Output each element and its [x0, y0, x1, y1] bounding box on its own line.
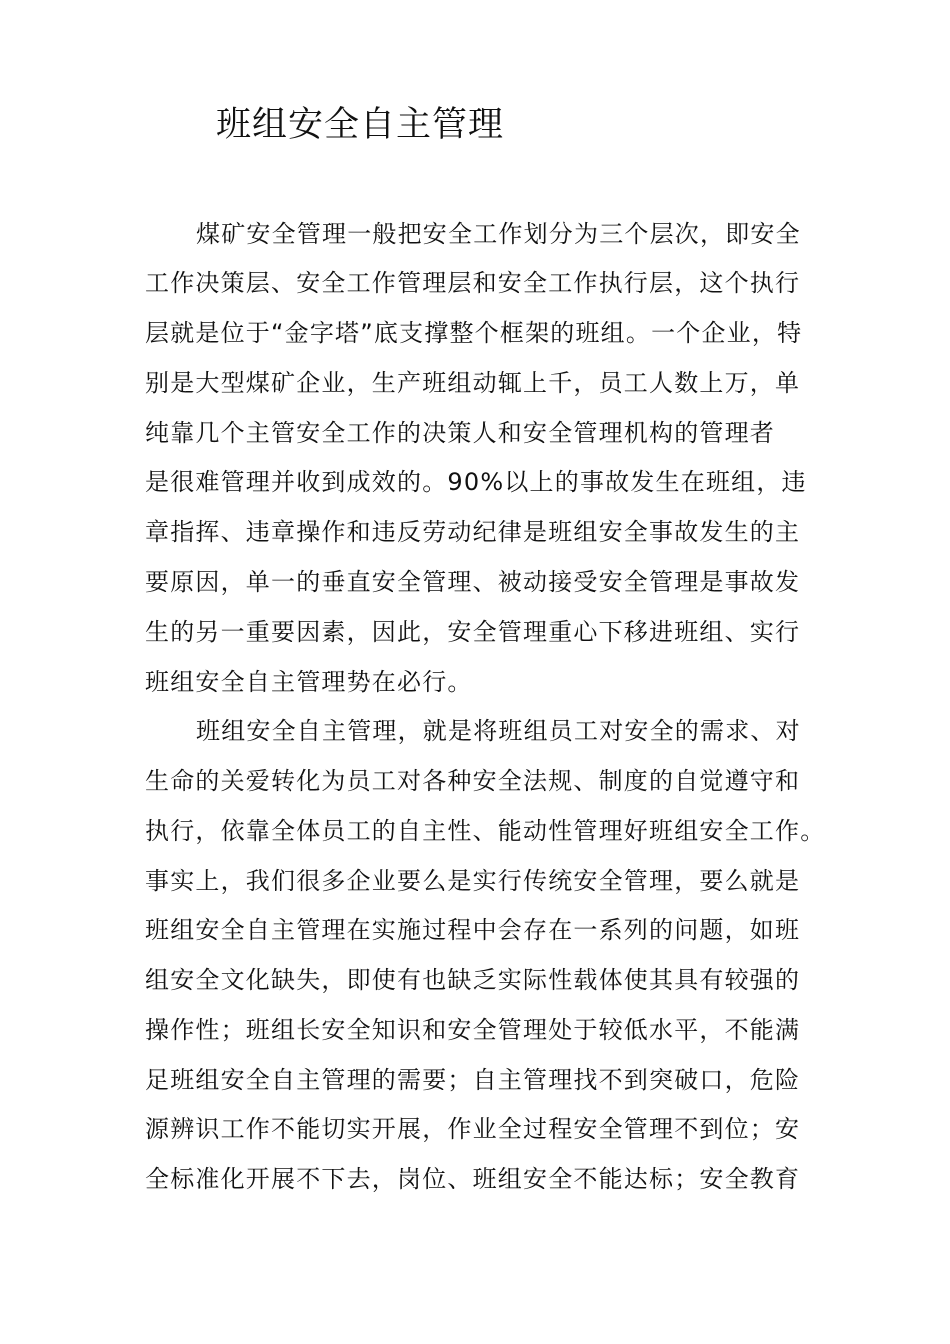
paragraph-2-line-9: 源辨识工作不能切实开展，作业全过程安全管理不到位；安 [145, 1115, 801, 1143]
paragraph-1-line-5: 纯靠几个主管安全工作的决策人和安全管理机构的管理者 [145, 419, 775, 447]
paragraph-2-line-4: 事实上，我们很多企业要么是实行传统安全管理，要么就是 [145, 867, 801, 895]
paragraph-2-line-5: 班组安全自主管理在实施过程中会存在一系列的问题，如班 [145, 916, 801, 944]
paragraph-2-line-8: 足班组安全自主管理的需要；自主管理找不到突破口，危险 [145, 1066, 801, 1094]
paragraph-1-line-8: 要原因，单一的垂直安全管理、被动接受安全管理是事故发 [145, 568, 801, 596]
paragraph-1-line-3: 层就是位于“金字塔”底支撑整个框架的班组。一个企业，特 [145, 319, 803, 347]
paragraph-2-line-2: 生命的关爱转化为员工对各种安全法规、制度的自觉遵守和 [145, 767, 801, 795]
paragraph-1-line-4: 别是大型煤矿企业，生产班组动辄上千，员工人数上万，单 [145, 369, 801, 397]
paragraph-2-line-3: 执行，依靠全体员工的自主性、能动性管理好班组安全工作。 [145, 817, 826, 845]
paragraph-1-line-10: 班组安全自主管理势在必行。 [145, 668, 473, 696]
paragraph-2-line-7: 操作性；班组长安全知识和安全管理处于较低水平，不能满 [145, 1016, 801, 1044]
paragraph-1-line-9: 生的另一重要因素，因此，安全管理重心下移进班组、实行 [145, 618, 801, 646]
paragraph-1-line-1: 煤矿安全管理一般把安全工作划分为三个层次，即安全 [196, 220, 801, 248]
paragraph-1-line-6: 是很难管理并收到成效的。90%以上的事故发生在班组，违 [145, 468, 807, 496]
paragraph-1-line-2: 工作决策层、安全工作管理层和安全工作执行层，这个执行 [145, 269, 801, 297]
document-title: 班组安全自主管理 [216, 105, 505, 145]
paragraph-2-line-1: 班组安全自主管理，就是将班组员工对安全的需求、对 [196, 717, 801, 745]
paragraph-2-line-6: 组安全文化缺失，即使有也缺乏实际性载体使其具有较强的 [145, 966, 801, 994]
paragraph-1-line-7: 章指挥、违章操作和违反劳动纪律是班组安全事故发生的主 [145, 518, 801, 546]
paragraph-2-line-10: 全标准化开展不下去，岗位、班组安全不能达标；安全教育 [145, 1165, 801, 1193]
